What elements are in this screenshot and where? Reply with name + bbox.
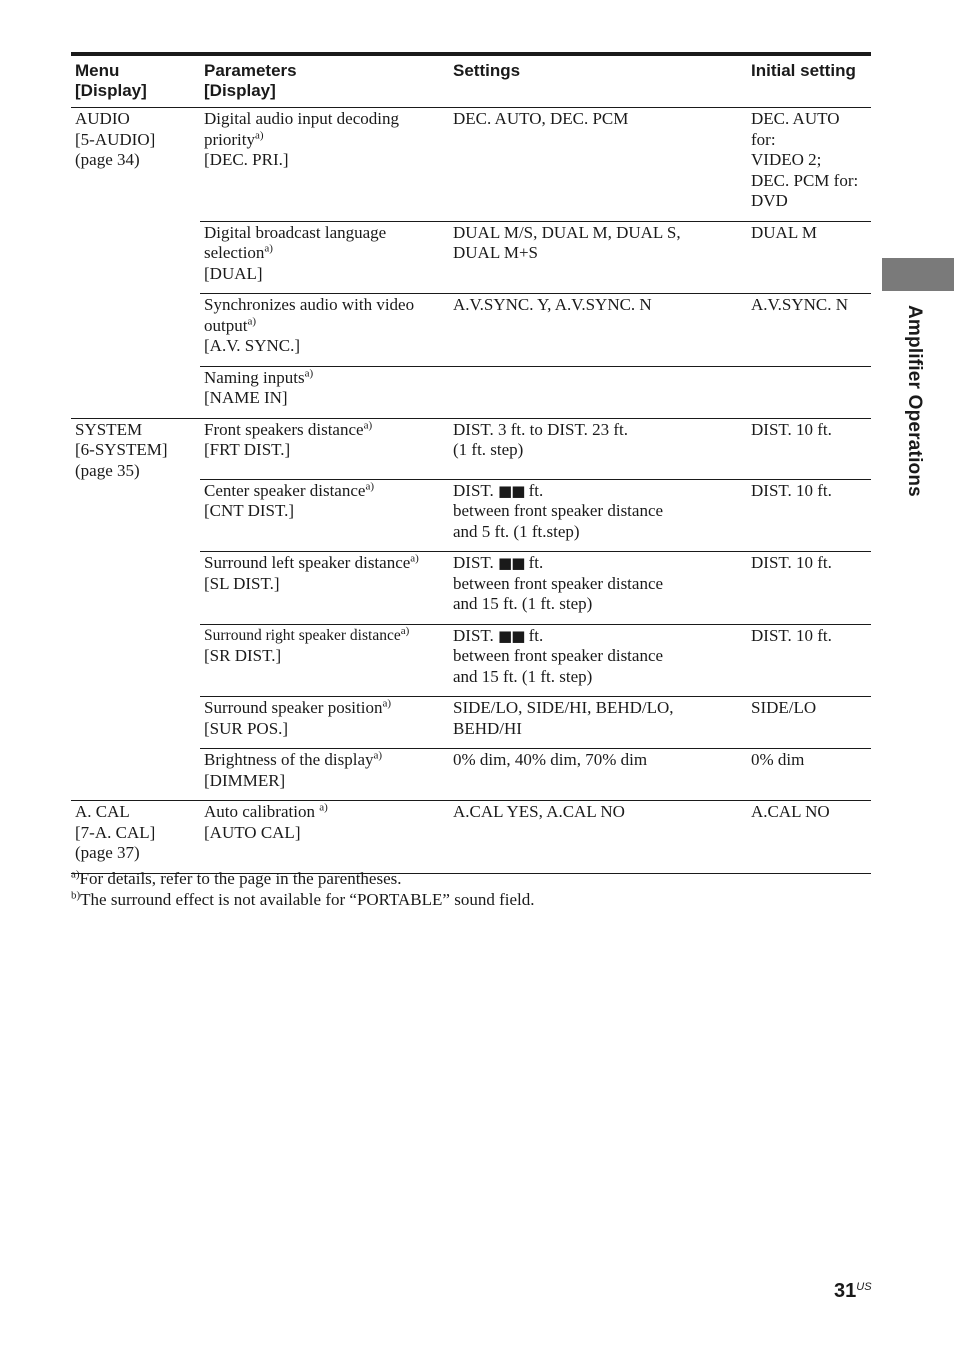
settings-name-in xyxy=(449,366,747,418)
initial-name-in xyxy=(747,366,871,418)
section-tab-marker xyxy=(882,258,954,291)
settings-sl-dist: DIST. ■■ ft. between front speaker distance and 15 ft. (1 ft. step) xyxy=(449,552,747,625)
settings-sur-pos: SIDE/LO, SIDE/HI, BEHD/LO, BEHD/HI xyxy=(449,697,747,749)
menu-cell-audio: AUDIO [5-AUDIO] (page 34) xyxy=(71,108,200,419)
settings-cnt-dist: DIST. ■■ ft. between front speaker distance and 5 ft. (1 ft.step) xyxy=(449,479,747,552)
param-frt-dist: Front speakers distance$^{a)}$ [FRT DIST.] xyxy=(200,418,449,479)
footnote-a: $^{a)}$For details, refer to the page in the parentheses. xyxy=(71,868,402,888)
placeholder-squares: ■■ xyxy=(498,626,525,645)
footnotes xyxy=(71,868,871,910)
param-cnt-dist: Center speaker distance$^{a)}$ [CNT DIST.] xyxy=(200,479,449,552)
menu-cell-system: SYSTEM [6-SYSTEM] (page 35) xyxy=(71,418,200,801)
placeholder-squares: ■■ xyxy=(498,481,525,500)
footnote-b: $^{b)}$The surround effect is not available for “PORTABLE” sound field. xyxy=(71,889,535,909)
menu-cell-acal: A. CAL [7-A. CAL] (page 37) xyxy=(71,801,200,874)
table-row xyxy=(71,108,871,222)
settings-dual: DUAL M/S, DUAL M, DUAL S, DUAL M+S xyxy=(449,221,747,294)
settings-table xyxy=(71,52,871,874)
initial-sr-dist: DIST. 10 ft. xyxy=(747,624,871,697)
param-auto-cal: Auto calibration $^{a)}$ [AUTO CAL] xyxy=(200,801,449,874)
initial-dual: DUAL M xyxy=(747,221,871,294)
initial-frt-dist: DIST. 10 ft. xyxy=(747,418,871,479)
initial-av-sync: A.V.SYNC. N xyxy=(747,294,871,367)
param-sl-dist: Surround left speaker distance$^{a)}$ [SL DIST.] xyxy=(200,552,449,625)
param-dimmer: Brightness of the display$^{a)}$ [DIMMER] xyxy=(200,749,449,801)
param-sr-dist: Surround right speaker distance$^{a)}$ [SR DIST.] xyxy=(200,624,449,697)
initial-auto-cal: A.CAL NO xyxy=(747,801,871,874)
param-dual: Digital broadcast language selection$^{a)}$ [DUAL] xyxy=(200,221,449,294)
settings-auto-cal: A.CAL YES, A.CAL NO xyxy=(449,801,747,874)
placeholder-squares: ■■ xyxy=(498,554,525,572)
table-header-row xyxy=(71,54,871,108)
initial-dec-pri: DEC. AUTO for: VIDEO 2; DEC. PCM for: DVD xyxy=(747,108,871,222)
settings-sr-dist: DIST. ■■ ft. between front speaker distance and 15 ft. (1 ft. step) xyxy=(449,624,747,697)
settings-dec-pri: DEC. AUTO, DEC. PCM xyxy=(449,108,747,222)
settings-av-sync: A.V.SYNC. Y, A.V.SYNC. N xyxy=(449,294,747,367)
settings-dimmer: 0% dim, 40% dim, 70% dim xyxy=(449,749,747,801)
initial-dimmer: 0% dim xyxy=(747,749,871,801)
header-settings: Settings xyxy=(449,54,747,108)
param-name-in: Naming inputs$^{a)}$ [NAME IN] xyxy=(200,366,449,418)
initial-sur-pos: SIDE/LO xyxy=(747,697,871,749)
header-parameters: Parameters [Display] xyxy=(200,54,449,108)
initial-cnt-dist: DIST. 10 ft. xyxy=(747,479,871,552)
page-number: $31^{US}$ xyxy=(834,1280,872,1302)
param-sur-pos: Surround speaker position$^{a)}$ [SUR POS.] xyxy=(200,697,449,749)
initial-sl-dist: DIST. 10 ft. xyxy=(747,552,871,625)
table-row xyxy=(71,801,871,874)
header-menu: Menu [Display] xyxy=(71,54,200,108)
param-dec-pri: Digital audio input decoding priority$^{a)}$ [DEC. PRI.] xyxy=(200,108,449,222)
header-initial-setting: Initial setting xyxy=(747,54,871,108)
param-av-sync: Synchronizes audio with video output$^{a)}$ [A.V. SYNC.] xyxy=(200,294,449,367)
table-row xyxy=(71,418,871,479)
settings-frt-dist: DIST. 3 ft. to DIST. 23 ft. (1 ft. step) xyxy=(449,418,747,479)
section-side-label: Amplifier Operations xyxy=(904,305,925,497)
